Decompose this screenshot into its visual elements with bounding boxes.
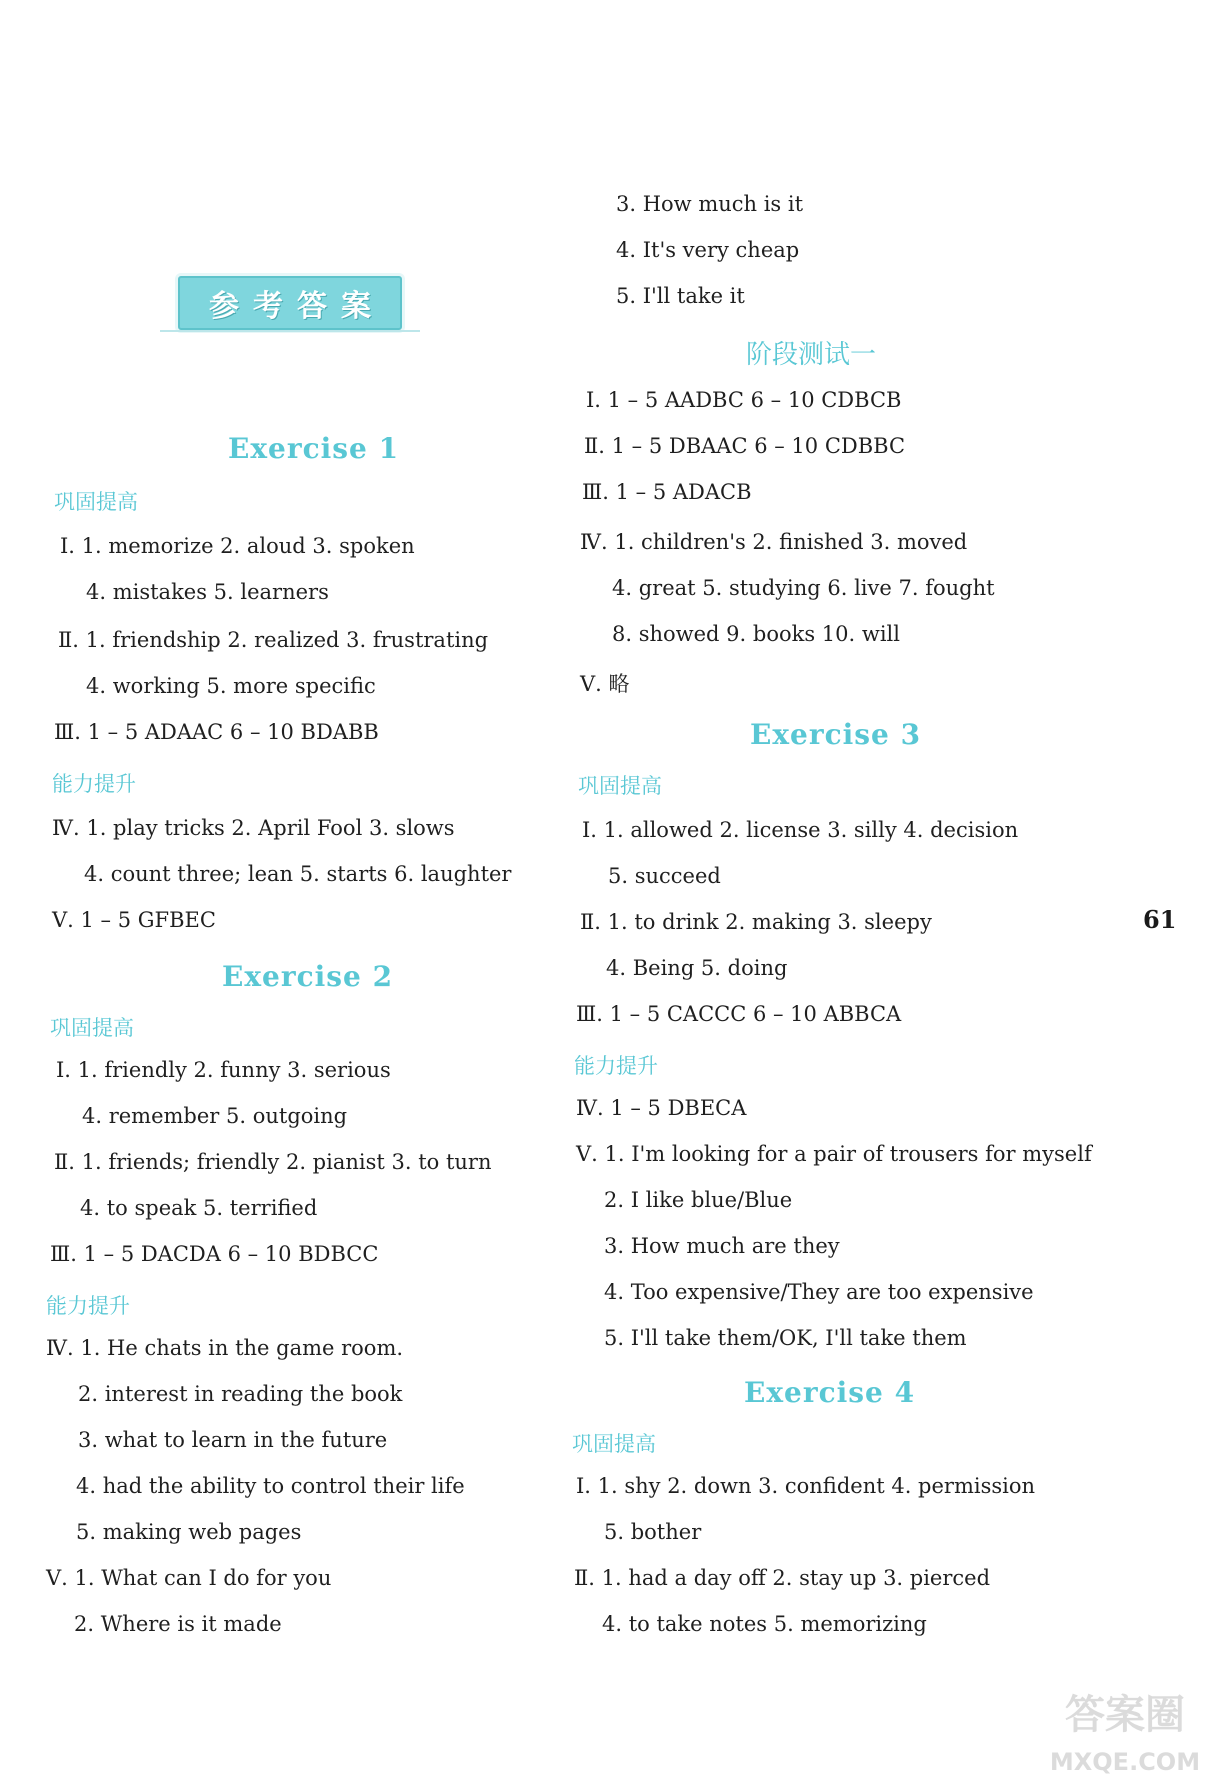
answer-line: 4. remember 5. outgoing bbox=[82, 1104, 348, 1128]
answer-line: Ⅳ. 1 – 5 DBECA bbox=[576, 1096, 747, 1120]
answer-line: Ⅲ. 1 – 5 CACCC 6 – 10 ABBCA bbox=[576, 1002, 902, 1026]
exercise-2-title: Exercise 2 bbox=[222, 960, 394, 993]
section-improve: 能力提升 bbox=[574, 1054, 658, 1078]
section-consolidate: 巩固提高 bbox=[572, 1432, 656, 1456]
answer-line: 4. Being 5. doing bbox=[606, 956, 788, 980]
answer-line: Ⅰ. 1. memorize 2. aloud 3. spoken bbox=[60, 534, 415, 558]
answer-line: Ⅰ. 1. friendly 2. funny 3. serious bbox=[56, 1058, 391, 1082]
answer-line: 3. what to learn in the future bbox=[78, 1428, 388, 1452]
answer-line: Ⅱ. 1. had a day off 2. stay up 3. pierced bbox=[574, 1566, 991, 1590]
exercise-3-title: Exercise 3 bbox=[750, 718, 922, 751]
exercise-4-title: Exercise 4 bbox=[744, 1376, 916, 1409]
answer-line: 4. great 5. studying 6. live 7. fought bbox=[612, 576, 995, 600]
answer-line: 8. showed 9. books 10. will bbox=[612, 622, 900, 646]
answer-line: 2. I like blue/Blue bbox=[604, 1188, 793, 1212]
banner-underline bbox=[160, 330, 420, 332]
answer-line: Ⅱ. 1. friendship 2. realized 3. frustrating bbox=[58, 628, 489, 652]
answer-line: Ⅴ. 1. What can I do for you bbox=[46, 1566, 332, 1590]
answer-line: Ⅲ. 1 – 5 DACDA 6 – 10 BDBCC bbox=[50, 1242, 379, 1266]
answer-line: 4. It's very cheap bbox=[616, 238, 800, 262]
answer-line: 4. count three; lean 5. starts 6. laughter bbox=[84, 862, 512, 886]
answer-line: 4. mistakes 5. learners bbox=[86, 580, 329, 604]
answer-line: 5. bother bbox=[604, 1520, 702, 1544]
stage-test-title: 阶段测试一 bbox=[746, 340, 877, 370]
exercise-1-title: Exercise 1 bbox=[228, 432, 400, 465]
answer-line: 4. Too expensive/They are too expensive bbox=[604, 1280, 1034, 1304]
page-number: 61 bbox=[1143, 905, 1177, 934]
section-improve: 能力提升 bbox=[52, 772, 136, 796]
answer-line: 4. to speak 5. terrified bbox=[80, 1196, 318, 1220]
answer-line: 5. I'll take it bbox=[616, 284, 745, 308]
answer-line: Ⅴ. 1 – 5 GFBEC bbox=[52, 908, 216, 932]
answer-line: Ⅲ. 1 – 5 ADAAC 6 – 10 BDABB bbox=[54, 720, 379, 744]
answer-line: Ⅱ. 1 – 5 DBAAC 6 – 10 CDBBC bbox=[584, 434, 906, 458]
answer-line: Ⅰ. 1 – 5 AADBC 6 – 10 CDBCB bbox=[586, 388, 902, 412]
site-watermark bbox=[1040, 1680, 1210, 1780]
answer-line: 3. How much are they bbox=[604, 1234, 840, 1258]
section-consolidate: 巩固提高 bbox=[578, 774, 662, 798]
answer-key-banner bbox=[160, 272, 420, 336]
banner-title: 参考答案 bbox=[209, 289, 385, 324]
watermark-bottom: MXQE.COM bbox=[1049, 1748, 1201, 1776]
answer-line: Ⅲ. 1 – 5 ADACB bbox=[582, 480, 752, 504]
answer-line: Ⅱ. 1. to drink 2. making 3. sleepy bbox=[580, 910, 932, 934]
answer-line: Ⅳ. 1. He chats in the game room. bbox=[46, 1336, 404, 1360]
section-improve: 能力提升 bbox=[46, 1294, 130, 1318]
answer-line: Ⅰ. 1. allowed 2. license 3. silly 4. decision bbox=[582, 818, 1019, 842]
answer-line: 5. succeed bbox=[608, 864, 721, 888]
answer-line: 5. making web pages bbox=[76, 1520, 302, 1544]
answer-line: 2. interest in reading the book bbox=[78, 1382, 403, 1406]
answer-line: 2. Where is it made bbox=[74, 1612, 282, 1636]
answer-line: 5. I'll take them/OK, I'll take them bbox=[604, 1326, 967, 1350]
banner-box bbox=[178, 276, 402, 330]
answer-line: 4. to take notes 5. memorizing bbox=[602, 1612, 927, 1636]
watermark-top: 答案圈 bbox=[1065, 1692, 1185, 1738]
answer-line: Ⅳ. 1. play tricks 2. April Fool 3. slows bbox=[52, 816, 455, 840]
answer-line: Ⅱ. 1. friends; friendly 2. pianist 3. to turn bbox=[54, 1150, 492, 1174]
answer-line: Ⅰ. 1. shy 2. down 3. confident 4. permission bbox=[576, 1474, 1036, 1498]
answer-line: Ⅴ. 1. I'm looking for a pair of trousers for myself bbox=[576, 1142, 1092, 1166]
answer-line: Ⅴ. 略 bbox=[580, 672, 630, 696]
answer-line: 3. How much is it bbox=[616, 192, 804, 216]
answer-line: Ⅳ. 1. children's 2. finished 3. moved bbox=[580, 530, 968, 554]
section-consolidate: 巩固提高 bbox=[50, 1016, 134, 1040]
answer-line: 4. working 5. more specific bbox=[86, 674, 376, 698]
section-consolidate: 巩固提高 bbox=[54, 490, 138, 514]
answer-line: 4. had the ability to control their life bbox=[76, 1474, 465, 1498]
